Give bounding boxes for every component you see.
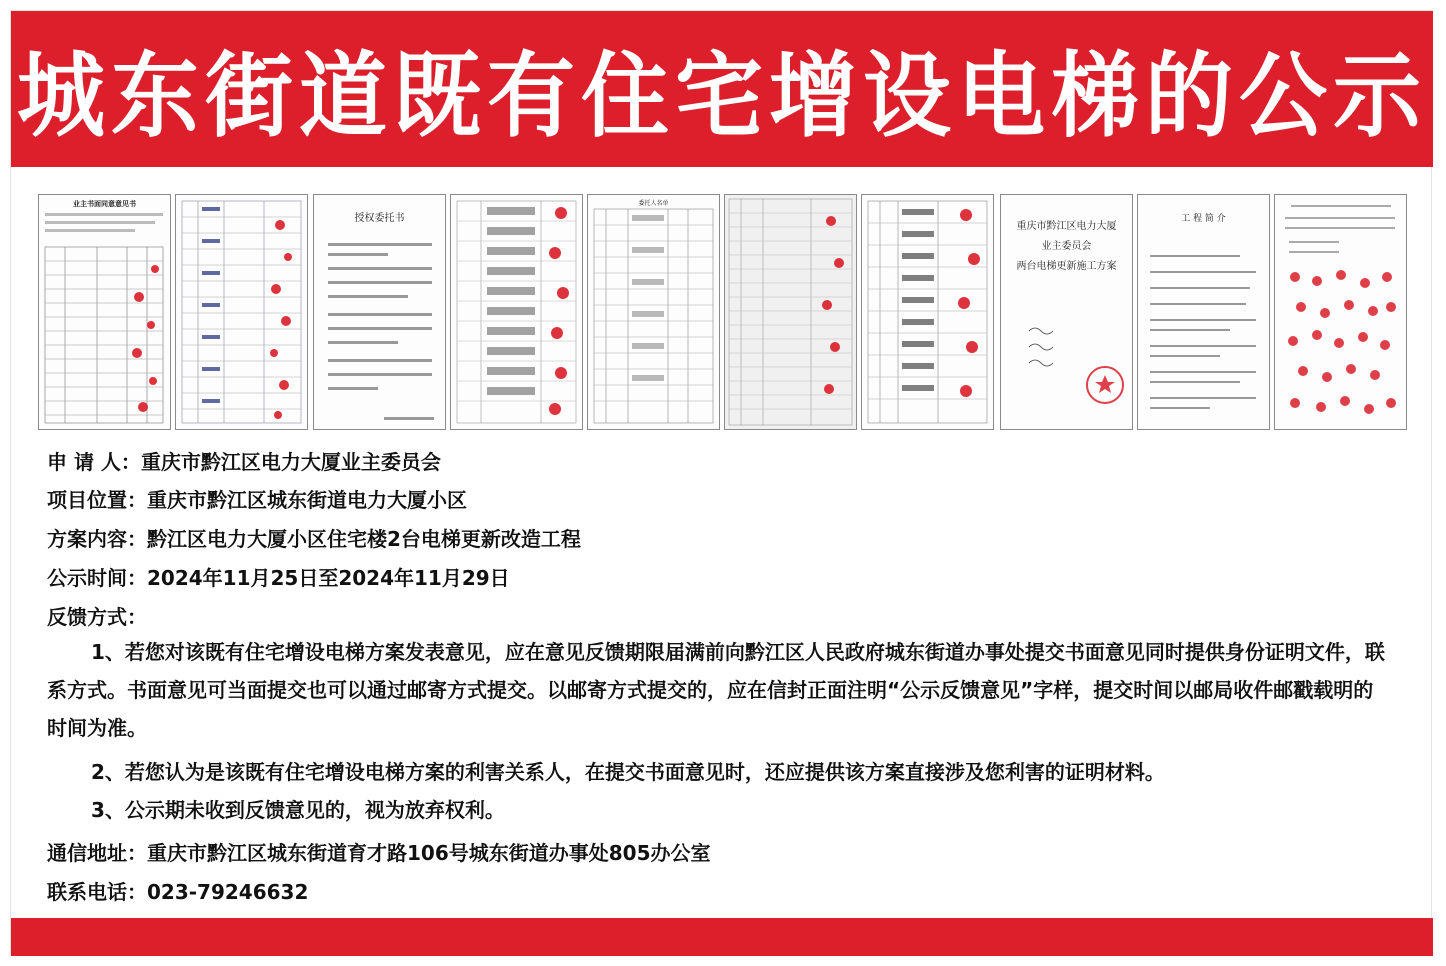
thumbnail-signature-list-3: [724, 194, 857, 430]
thumbnail-signature-list-2: [450, 194, 583, 430]
thumbnail-signature-list-4: [861, 194, 994, 430]
plan-value: 黔江区电力大厦小区住宅楼2台电梯更新改造工程: [147, 527, 581, 551]
thumbnail-project-brief: [1137, 194, 1270, 430]
location-value: 重庆市黔江区城东街道电力大厦小区: [147, 488, 467, 512]
thumbnail-consent-form: [38, 194, 171, 430]
signature-table-image: [39, 195, 170, 429]
plan-row: [47, 523, 581, 552]
document-thumbnails: [38, 194, 1410, 432]
address-row: [47, 837, 711, 866]
feedback-heading: 反馈方式：: [47, 605, 147, 629]
feedback-item: 2、若您认为是该既有住宅增设电梯方案的利害关系人，在提交书面意见时，还应提供该方案直接涉及您利害的证明材料。: [91, 760, 1165, 784]
cover-title-line: 重庆市黔江区电力大厦: [1016, 221, 1117, 232]
letter-text-image: [314, 195, 445, 429]
page-title: 城东街道既有住宅增设电梯的公示: [16, 41, 1427, 150]
period-label: 公示时间：: [47, 566, 147, 590]
thumbnail-fingerprint-sheet: [1274, 194, 1407, 430]
brief-text-image: [1138, 195, 1269, 429]
plan-label: 方案内容：: [47, 527, 147, 551]
period-row: [47, 562, 510, 591]
period-value: 2024年11月25日至2024年11月29日: [147, 566, 510, 590]
signature-list-image: [725, 195, 856, 429]
feedback-item: 1、若您对该既有住宅增设电梯方案发表意见，应在意见反馈期限届满前向黔江区人民政府城东街道办事处提交书面意见同时提供身份证明文件，联系方式。书面意见可当面提交也可以通过邮寄方式提交。以邮寄方式提交的，应在信封正面注明“公示反馈意见”字样，提交时间以邮局收件邮戳载明的时间为准。: [47, 640, 1385, 740]
thumbnail-signature-list-1: [175, 194, 308, 430]
thumbnail-principal-list: [587, 194, 720, 430]
thumbnail-title: 工 程 简 介: [1181, 214, 1226, 224]
signature-list-image: [176, 195, 307, 429]
title-banner: [11, 11, 1433, 167]
phone-label: 联系电话：: [47, 880, 147, 904]
thumbnail-construction-plan-cover: [1000, 194, 1133, 430]
cover-title-line: 业主委员会: [1041, 241, 1092, 252]
address-value: 重庆市黔江区城东街道育才路106号城东街道办事处805办公室: [147, 841, 711, 865]
signature-list-image: [451, 195, 582, 429]
location-row: [47, 484, 467, 513]
applicant-row: [47, 446, 441, 475]
thumbnail-title: 业主书面同意意见书: [73, 199, 136, 208]
fingerprint-sheet-image: [1275, 195, 1406, 429]
applicant-label: 申 请 人：: [47, 450, 141, 474]
footer-bar: [11, 918, 1433, 956]
cover-title-line: 两台电梯更新施工方案: [1016, 261, 1117, 272]
applicant-value: 重庆市黔江区电力大厦业主委员会: [140, 450, 441, 474]
address-label: 通信地址：: [47, 841, 147, 865]
thumbnail-title: 委托人名单: [638, 200, 669, 207]
phone-value: 023-79246632: [147, 880, 309, 904]
location-label: 项目位置：: [47, 488, 147, 512]
feedback-item: 3、公示期未收到反馈意见的，视为放弃权利。: [91, 798, 505, 822]
thumbnail-authorization-letter: [313, 194, 446, 430]
signature-list-image: [862, 195, 993, 429]
thumbnail-title: 授权委托书: [354, 213, 405, 224]
phone-row: [47, 876, 308, 905]
signature-table-image: [588, 195, 719, 429]
